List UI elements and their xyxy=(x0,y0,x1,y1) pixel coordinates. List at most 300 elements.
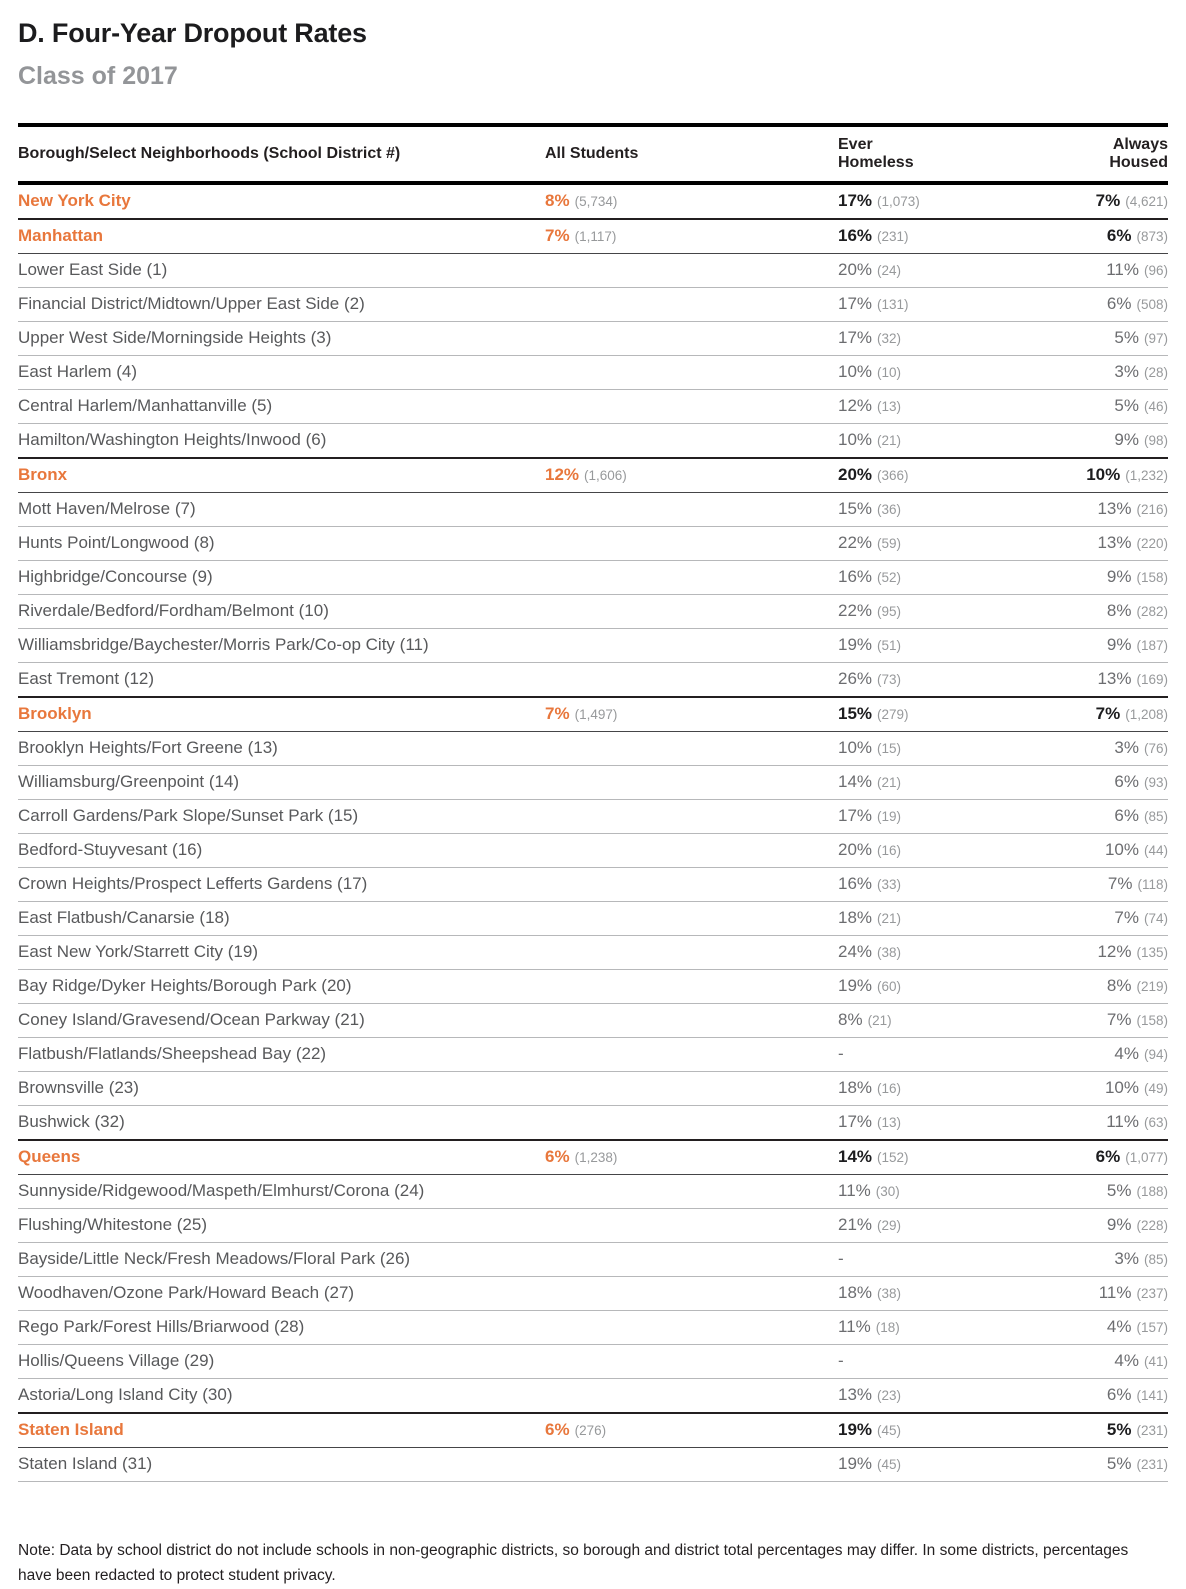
ever-cell xyxy=(838,253,1003,287)
percent-value: 6% xyxy=(1106,293,1132,313)
table-row xyxy=(18,1174,1168,1208)
ever-cell xyxy=(838,1105,1003,1140)
count-value: (169) xyxy=(1136,671,1168,687)
row-label: Manhattan xyxy=(18,225,103,245)
neighborhood-cell xyxy=(18,765,545,799)
table-row xyxy=(18,1140,1168,1175)
percent-value: 17% xyxy=(838,293,873,313)
count-value: (16) xyxy=(877,842,902,858)
neighborhood-cell xyxy=(18,389,545,423)
percent-value: 22% xyxy=(838,532,873,552)
col-header-ever-line1: Ever xyxy=(838,136,873,153)
percent-value: 6% xyxy=(1106,1384,1132,1404)
neighborhood-cell xyxy=(18,458,545,493)
always-cell xyxy=(1003,1003,1168,1037)
count-value: (15) xyxy=(877,740,902,756)
count-value: (85) xyxy=(1143,1251,1168,1267)
table-row xyxy=(18,458,1168,493)
percent-value: 24% xyxy=(838,941,873,961)
table-row xyxy=(18,1105,1168,1140)
neighborhood-cell xyxy=(18,1344,545,1378)
count-value: (21) xyxy=(877,432,902,448)
header-row xyxy=(18,125,1168,183)
all-cell xyxy=(545,1003,838,1037)
count-value: (10) xyxy=(877,364,902,380)
all-cell xyxy=(545,594,838,628)
percent-value: 7% xyxy=(1095,190,1121,210)
row-label: Flushing/Whitestone (25) xyxy=(18,1214,207,1234)
count-value: (508) xyxy=(1136,296,1168,312)
all-cell xyxy=(545,901,838,935)
neighborhood-cell xyxy=(18,969,545,1003)
ever-cell xyxy=(838,287,1003,321)
percent-value: - xyxy=(838,1043,844,1063)
table-row xyxy=(18,1310,1168,1344)
always-cell xyxy=(1003,731,1168,765)
count-value: (45) xyxy=(877,1456,902,1472)
always-cell xyxy=(1003,867,1168,901)
percent-value: 19% xyxy=(838,1419,873,1439)
row-label: Riverdale/Bedford/Fordham/Belmont (10) xyxy=(18,600,329,620)
always-cell xyxy=(1003,287,1168,321)
always-cell xyxy=(1003,1071,1168,1105)
always-cell xyxy=(1003,423,1168,458)
ever-cell xyxy=(838,1208,1003,1242)
always-cell xyxy=(1003,1208,1168,1242)
ever-cell xyxy=(838,1037,1003,1071)
count-value: (187) xyxy=(1136,637,1168,653)
row-label: Bronx xyxy=(18,464,68,484)
always-cell xyxy=(1003,560,1168,594)
row-label: East Flatbush/Canarsie (18) xyxy=(18,907,230,927)
table-row xyxy=(18,287,1168,321)
ever-cell xyxy=(838,183,1003,219)
ever-cell xyxy=(838,219,1003,254)
neighborhood-cell xyxy=(18,287,545,321)
always-cell xyxy=(1003,492,1168,526)
neighborhood-cell xyxy=(18,1003,545,1037)
all-cell xyxy=(545,321,838,355)
percent-value: 17% xyxy=(838,190,873,210)
count-value: (95) xyxy=(877,603,902,619)
table-row xyxy=(18,662,1168,697)
neighborhood-cell xyxy=(18,1378,545,1413)
always-cell xyxy=(1003,1037,1168,1071)
count-value: (1,117) xyxy=(574,228,617,244)
table-row xyxy=(18,1413,1168,1448)
percent-value: 7% xyxy=(545,225,570,245)
always-cell xyxy=(1003,1242,1168,1276)
neighborhood-cell xyxy=(18,183,545,219)
count-value: (158) xyxy=(1136,1012,1168,1028)
always-cell xyxy=(1003,219,1168,254)
all-cell xyxy=(545,1413,838,1448)
table-row xyxy=(18,594,1168,628)
all-cell xyxy=(545,1276,838,1310)
ever-cell xyxy=(838,1003,1003,1037)
percent-value: 13% xyxy=(1097,532,1132,552)
count-value: (152) xyxy=(877,1149,909,1165)
ever-cell xyxy=(838,423,1003,458)
table-row xyxy=(18,1242,1168,1276)
percent-value: 7% xyxy=(545,703,570,723)
count-value: (30) xyxy=(875,1183,900,1199)
row-label: Crown Heights/Prospect Lefferts Gardens (17) xyxy=(18,873,368,893)
count-value: (46) xyxy=(1143,398,1168,414)
count-value: (18) xyxy=(875,1319,900,1335)
percent-value: 20% xyxy=(838,259,873,279)
footnote: Note: Data by school district do not include schools in non-geographic districts, so borough and district total percentages may differ. In some districts, percentages have been redacted to protect student privacy. xyxy=(18,1541,1129,1585)
count-value: (21) xyxy=(867,1012,892,1028)
always-cell xyxy=(1003,1105,1168,1140)
percent-value: 6% xyxy=(545,1146,570,1166)
ever-cell xyxy=(838,1071,1003,1105)
row-label: Financial District/Midtown/Upper East Side (2) xyxy=(18,293,365,313)
always-cell xyxy=(1003,935,1168,969)
always-cell xyxy=(1003,1276,1168,1310)
percent-value: 5% xyxy=(1106,1180,1132,1200)
dropout-rates-table xyxy=(18,123,1168,1482)
always-cell xyxy=(1003,183,1168,219)
count-value: (94) xyxy=(1143,1046,1168,1062)
count-value: (5,734) xyxy=(574,193,618,209)
percent-value: 11% xyxy=(838,1316,871,1336)
all-cell xyxy=(545,935,838,969)
all-cell xyxy=(545,458,838,493)
always-cell xyxy=(1003,526,1168,560)
percent-value: 10% xyxy=(838,737,873,757)
neighborhood-cell xyxy=(18,423,545,458)
percent-value: 16% xyxy=(838,225,873,245)
percent-value: 26% xyxy=(838,668,873,688)
percent-value: 8% xyxy=(1106,600,1132,620)
all-cell xyxy=(545,731,838,765)
count-value: (188) xyxy=(1136,1183,1168,1199)
percent-value: 5% xyxy=(1114,395,1139,415)
count-value: (49) xyxy=(1143,1080,1168,1096)
row-label: Staten Island (31) xyxy=(18,1453,153,1473)
count-value: (52) xyxy=(877,569,902,585)
neighborhood-cell xyxy=(18,697,545,732)
percent-value: 13% xyxy=(838,1384,873,1404)
neighborhood-cell xyxy=(18,1276,545,1310)
table-row xyxy=(18,1447,1168,1481)
table-row xyxy=(18,628,1168,662)
always-cell xyxy=(1003,969,1168,1003)
all-cell xyxy=(545,1310,838,1344)
table-row xyxy=(18,423,1168,458)
row-label: Central Harlem/Manhattanville (5) xyxy=(18,395,273,415)
percent-value: 14% xyxy=(838,771,873,791)
row-label: Hunts Point/Longwood (8) xyxy=(18,532,215,552)
row-label: Rego Park/Forest Hills/Briarwood (28) xyxy=(18,1316,305,1336)
table-row xyxy=(18,697,1168,732)
row-label: Flatbush/Flatlands/Sheepshead Bay (22) xyxy=(18,1043,327,1063)
percent-value: 13% xyxy=(1097,498,1132,518)
percent-value: 4% xyxy=(1114,1350,1139,1370)
percent-value: 9% xyxy=(1114,429,1139,449)
percent-value: 5% xyxy=(1106,1419,1132,1439)
count-value: (282) xyxy=(1136,603,1168,619)
all-cell xyxy=(545,1378,838,1413)
all-cell xyxy=(545,1140,838,1175)
page-subtitle: Class of 2017 xyxy=(18,62,178,90)
count-value: (21) xyxy=(877,774,902,790)
all-cell xyxy=(545,1344,838,1378)
always-cell xyxy=(1003,389,1168,423)
all-cell xyxy=(545,697,838,732)
ever-cell xyxy=(838,1276,1003,1310)
count-value: (93) xyxy=(1143,774,1168,790)
all-cell xyxy=(545,423,838,458)
count-value: (74) xyxy=(1143,910,1168,926)
row-label: Brooklyn xyxy=(18,703,92,723)
table-row xyxy=(18,560,1168,594)
count-value: (1,073) xyxy=(877,193,920,209)
neighborhood-cell xyxy=(18,731,545,765)
neighborhood-cell xyxy=(18,219,545,254)
percent-value: 18% xyxy=(838,1282,873,1302)
row-label: Brooklyn Heights/Fort Greene (13) xyxy=(18,737,278,757)
count-value: (4,621) xyxy=(1125,193,1168,209)
count-value: (16) xyxy=(877,1080,902,1096)
percent-value: 20% xyxy=(838,464,873,484)
table-row xyxy=(18,321,1168,355)
table-row xyxy=(18,253,1168,287)
always-cell xyxy=(1003,765,1168,799)
percent-value: 6% xyxy=(545,1419,570,1439)
percent-value: 8% xyxy=(1106,975,1132,995)
always-cell xyxy=(1003,458,1168,493)
percent-value: 14% xyxy=(838,1146,873,1166)
ever-cell xyxy=(838,1174,1003,1208)
row-label: Upper West Side/Morningside Heights (3) xyxy=(18,327,332,347)
percent-value: - xyxy=(838,1350,844,1370)
percent-value: 9% xyxy=(1106,634,1132,654)
percent-value: 7% xyxy=(1095,703,1121,723)
neighborhood-cell xyxy=(18,833,545,867)
ever-cell xyxy=(838,1140,1003,1175)
count-value: (158) xyxy=(1136,569,1168,585)
all-cell xyxy=(545,526,838,560)
count-value: (32) xyxy=(877,330,902,346)
percent-value: 11% xyxy=(1098,1282,1132,1302)
row-label: Coney Island/Gravesend/Ocean Parkway (21) xyxy=(18,1009,365,1029)
table-row xyxy=(18,935,1168,969)
percent-value: 17% xyxy=(838,327,873,347)
neighborhood-cell xyxy=(18,1071,545,1105)
table-row xyxy=(18,219,1168,254)
percent-value: 3% xyxy=(1114,361,1139,381)
neighborhood-cell xyxy=(18,1447,545,1481)
all-cell xyxy=(545,1105,838,1140)
ever-cell xyxy=(838,662,1003,697)
all-cell xyxy=(545,799,838,833)
all-cell xyxy=(545,833,838,867)
percent-value: 21% xyxy=(838,1214,873,1234)
percent-value: 19% xyxy=(838,634,873,654)
ever-cell xyxy=(838,1413,1003,1448)
count-value: (1,497) xyxy=(574,706,618,722)
all-cell xyxy=(545,253,838,287)
all-cell xyxy=(545,765,838,799)
ever-cell xyxy=(838,355,1003,389)
ever-cell xyxy=(838,526,1003,560)
ever-cell xyxy=(838,458,1003,493)
ever-cell xyxy=(838,765,1003,799)
percent-value: 10% xyxy=(838,429,873,449)
col-header-ever-line2: Homeless xyxy=(838,154,914,172)
percent-value: 11% xyxy=(1106,259,1139,279)
neighborhood-cell xyxy=(18,1140,545,1175)
table-row xyxy=(18,1344,1168,1378)
always-cell xyxy=(1003,1140,1168,1175)
count-value: (59) xyxy=(877,535,902,551)
ever-cell xyxy=(838,1242,1003,1276)
table-row xyxy=(18,867,1168,901)
table-row xyxy=(18,731,1168,765)
row-label: Williamsburg/Greenpoint (14) xyxy=(18,771,240,791)
percent-value: 11% xyxy=(1106,1111,1139,1131)
row-label: Bayside/Little Neck/Fresh Meadows/Floral Park (26) xyxy=(18,1248,411,1268)
ever-cell xyxy=(838,1344,1003,1378)
row-label: East Tremont (12) xyxy=(18,668,155,688)
all-cell xyxy=(545,287,838,321)
percent-value: 12% xyxy=(838,395,873,415)
neighborhood-cell xyxy=(18,1105,545,1140)
table-row xyxy=(18,1037,1168,1071)
always-cell xyxy=(1003,1447,1168,1481)
col-header-neighborhoods: Borough/Select Neighborhoods (School District #) xyxy=(18,145,401,163)
table-row xyxy=(18,799,1168,833)
always-cell xyxy=(1003,833,1168,867)
row-label: Mott Haven/Melrose (7) xyxy=(18,498,196,518)
count-value: (1,077) xyxy=(1125,1149,1168,1165)
always-cell xyxy=(1003,901,1168,935)
percent-value: 6% xyxy=(1114,771,1139,791)
always-cell xyxy=(1003,355,1168,389)
count-value: (118) xyxy=(1137,876,1168,892)
percent-value: 7% xyxy=(1107,873,1133,893)
row-label: Lower East Side (1) xyxy=(18,259,168,279)
neighborhood-cell xyxy=(18,901,545,935)
always-cell xyxy=(1003,697,1168,732)
neighborhood-cell xyxy=(18,492,545,526)
always-cell xyxy=(1003,662,1168,697)
percent-value: 12% xyxy=(545,464,580,484)
row-label: Hamilton/Washington Heights/Inwood (6) xyxy=(18,429,327,449)
row-label: Woodhaven/Ozone Park/Howard Beach (27) xyxy=(18,1282,355,1302)
table-row xyxy=(18,526,1168,560)
row-label: Sunnyside/Ridgewood/Maspeth/Elmhurst/Corona (24) xyxy=(18,1180,425,1200)
table-body xyxy=(18,183,1168,1482)
neighborhood-cell xyxy=(18,1413,545,1448)
all-cell xyxy=(545,355,838,389)
count-value: (1,606) xyxy=(584,467,627,483)
ever-cell xyxy=(838,1378,1003,1413)
all-cell xyxy=(545,1071,838,1105)
count-value: (13) xyxy=(877,398,902,414)
col-header-always-housed xyxy=(1003,125,1168,183)
percent-value: 17% xyxy=(838,1111,873,1131)
count-value: (1,232) xyxy=(1125,467,1168,483)
all-cell xyxy=(545,183,838,219)
count-value: (33) xyxy=(877,876,902,892)
row-label: Queens xyxy=(18,1146,81,1166)
percent-value: 16% xyxy=(838,873,873,893)
count-value: (24) xyxy=(877,262,902,278)
neighborhood-cell xyxy=(18,628,545,662)
percent-value: 20% xyxy=(838,839,873,859)
count-value: (1,238) xyxy=(574,1149,618,1165)
table-row xyxy=(18,1276,1168,1310)
count-value: (38) xyxy=(877,1285,902,1301)
percent-value: 6% xyxy=(1114,805,1139,825)
all-cell xyxy=(545,492,838,526)
row-label: Brownsville (23) xyxy=(18,1077,139,1097)
count-value: (98) xyxy=(1143,432,1168,448)
percent-value: 9% xyxy=(1106,566,1132,586)
count-value: (216) xyxy=(1136,501,1168,517)
count-value: (141) xyxy=(1136,1387,1168,1403)
row-label: Astoria/Long Island City (30) xyxy=(18,1384,233,1404)
row-label: Highbridge/Concourse (9) xyxy=(18,566,213,586)
neighborhood-cell xyxy=(18,1242,545,1276)
ever-cell xyxy=(838,594,1003,628)
count-value: (41) xyxy=(1143,1353,1168,1369)
percent-value: 10% xyxy=(838,361,873,381)
count-value: (23) xyxy=(877,1387,902,1403)
count-value: (237) xyxy=(1136,1285,1168,1301)
count-value: (228) xyxy=(1136,1217,1168,1233)
count-value: (366) xyxy=(877,467,909,483)
ever-cell xyxy=(838,867,1003,901)
table-row xyxy=(18,1378,1168,1413)
always-cell xyxy=(1003,1378,1168,1413)
percent-value: 10% xyxy=(1104,839,1139,859)
count-value: (131) xyxy=(877,296,909,312)
count-value: (21) xyxy=(877,910,902,926)
percent-value: 12% xyxy=(1097,941,1132,961)
percent-value: 19% xyxy=(838,975,873,995)
row-label: East New York/Starrett City (19) xyxy=(18,941,258,961)
percent-value: 3% xyxy=(1114,737,1139,757)
percent-value: 22% xyxy=(838,600,873,620)
always-cell xyxy=(1003,253,1168,287)
neighborhood-cell xyxy=(18,1310,545,1344)
all-cell xyxy=(545,1037,838,1071)
always-cell xyxy=(1003,1344,1168,1378)
count-value: (45) xyxy=(877,1422,902,1438)
table-row xyxy=(18,765,1168,799)
neighborhood-cell xyxy=(18,355,545,389)
always-cell xyxy=(1003,1174,1168,1208)
ever-cell xyxy=(838,1447,1003,1481)
table-row xyxy=(18,1208,1168,1242)
table-row xyxy=(18,492,1168,526)
neighborhood-cell xyxy=(18,867,545,901)
row-label: Williamsbridge/Baychester/Morris Park/Co-op City (11) xyxy=(18,634,429,654)
ever-cell xyxy=(838,697,1003,732)
row-label: Carroll Gardens/Park Slope/Sunset Park (15) xyxy=(18,805,359,825)
all-cell xyxy=(545,1447,838,1481)
ever-cell xyxy=(838,935,1003,969)
percent-value: 15% xyxy=(838,703,873,723)
count-value: (1,208) xyxy=(1125,706,1168,722)
table-row xyxy=(18,355,1168,389)
ever-cell xyxy=(838,389,1003,423)
row-label: Bushwick (32) xyxy=(18,1111,125,1131)
